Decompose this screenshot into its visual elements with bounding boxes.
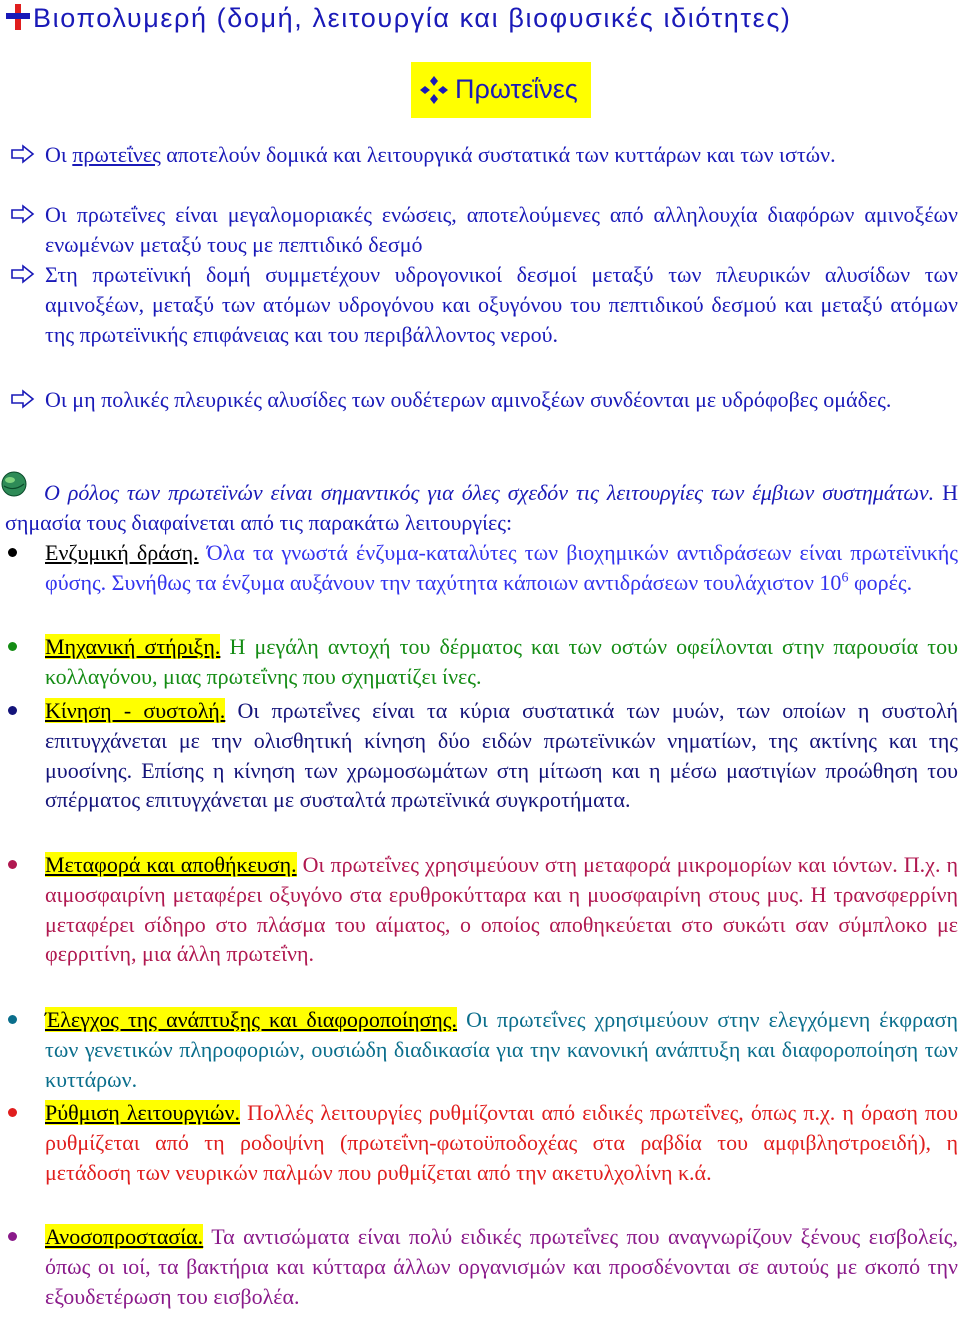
bullet-dot bbox=[8, 1108, 17, 1117]
cross-ribbon-icon bbox=[6, 4, 30, 30]
arrow-right-icon bbox=[10, 264, 36, 284]
bullet-dot bbox=[8, 548, 17, 557]
function-label: Ρύθμιση λειτουργιών. bbox=[45, 1100, 240, 1125]
arrow-item-text: Οι πρωτεΐνες είναι μεγαλομοριακές ενώσεις, αποτελούμενες από αλληλουχία διαφόρων αμινοξέων ενωμένων μεταξύ τους με πεπτιδικό δεσμό bbox=[45, 202, 958, 257]
bullet-dot bbox=[8, 642, 17, 651]
bullet-dot bbox=[8, 706, 17, 715]
function-item-motion: Κίνηση - συστολή. Οι πρωτεΐνες είναι τα κύρια συστατικά των μυών, των οποίων η συστολή επιτυγχάνεται με την ολισθητική κίνηση δύο ειδών πρωτεϊνικών νηματίων, της ακτίνης και της μυοσίνης. Επίσης η κίνηση των χρωμοσωμάτων στη μίτωση και η μέσω μαστιγίων προώθηση του σπέρματος επιτυγχάνεται με συσταλτά πρωτεϊνικά συγκροτήματα. bbox=[5, 696, 958, 815]
function-item-regulation: Ρύθμιση λειτουργιών. Πολλές λειτουργίες ρυθμίζονται από ειδικές πρωτεΐνες, όπως π.χ. η όραση που ρυθμίζεται από τη ροδοψίνη (πρωτεΐνη-φωτοϋποδοχέας στα ραβδία του αμφιβληστροειδή), η μετάδοση των νευρικών παλμών που ρυθμίζεται από την ακετυλχολίνη κ.ά. bbox=[5, 1098, 958, 1187]
document-title bbox=[6, 4, 792, 34]
arrow-item-text: Οι πρωτεΐνες αποτελούν δομικά και λειτουργικά συστατικά των κυττάρων και των ιστών. bbox=[45, 142, 836, 167]
function-label: Μηχανική στήριξη. bbox=[45, 634, 221, 659]
bullet-dot bbox=[8, 860, 17, 869]
document-title-text: Βιοπολυμερή (δομή, λειτουργία και βιοφυσικές ιδιότητες) bbox=[33, 3, 792, 33]
intro-paragraph bbox=[5, 478, 958, 538]
function-label: Ενζυμική δράση. bbox=[45, 540, 199, 565]
intro-italic: Ο ρόλος των πρωτεϊνών είναι σημαντικός για όλες σχεδόν τις λειτουργίες των έμβιων συστημάτων. bbox=[44, 480, 935, 505]
function-item-enzymatic: Ενζυμική δράση. Όλα τα γνωστά ένζυμα-καταλύτες των βιοχημικών αντιδράσεων είναι πρωτεϊνικής φύσης. Συνήθως τα ένζυμα αυξάνουν την ταχύτητα κάποιων αντιδράσεων τουλάχιστον $10^6$ φορές. bbox=[5, 538, 958, 598]
arrow-item bbox=[10, 140, 958, 170]
function-item-transport: Μεταφορά και αποθήκευση. Οι πρωτεΐνες χρησιμεύουν στη μεταφορά μικρομορίων και ιόντων. Π.χ. η αιμοσφαιρίνη μεταφέρει οξυγόνο στα ερυθροκύτταρα και η μυοσφαιρίνη στους μυς. Η τρανσφερρίνη μεταφέρει σίδηρο στο πλάσμα του αίματος, ο οποίος αποθηκεύεται στο συκώτι σαν σύμπλοκο με φερριτίνη, μια άλλη πρωτεΐνη. bbox=[5, 850, 958, 969]
section-heading-text: Πρωτεΐνες bbox=[455, 74, 578, 105]
function-item-immunity: Ανοσοπροστασία. Τα αντισώματα είναι πολύ ειδικές πρωτεΐνες που αναγνωρίζουν ξένους εισβολείς, όπως οι ιοί, τα βακτήρια και κύτταρα άλλων οργανισμών και προσδένονται σε αυτούς με σκοπό την εξουδετέρωση του εισβολέα. bbox=[5, 1222, 958, 1311]
diamond-bullet-icon bbox=[419, 75, 449, 105]
function-label: Ανοσοπροστασία. bbox=[45, 1224, 204, 1249]
bullet-dot bbox=[8, 1232, 17, 1241]
function-item-growth-control: Έλεγχος της ανάπτυξης και διαφοροποίησης. Οι πρωτεΐνες χρησιμεύουν στην ελεγχόμενη έκφραση των γενετικών πληροφοριών, ουσιώδη διαδικασία για την κανονική ανάπτυξη και διαφοροποίηση των κυττάρων. bbox=[5, 1005, 958, 1094]
arrow-right-icon bbox=[10, 204, 36, 224]
arrow-item-text: Στη πρωτεϊνική δομή συμμετέχουν υδρογονικοί δεσμοί μεταξύ των πλευρικών αλυσίδων των αμινοξέων, μεταξύ των ατόμων υδρογόνου και οξυγόνου του πεπτιδικού δεσμού και μεταξύ ατόμων της πρωτεϊνικής επιφάνειας και του περιβάλλοντος νερού. bbox=[45, 262, 958, 347]
arrow-right-icon bbox=[10, 144, 36, 164]
function-label: Έλεγχος της ανάπτυξης και διαφοροποίησης. bbox=[45, 1007, 458, 1032]
arrow-item bbox=[10, 385, 958, 415]
arrow-item-text: Οι μη πολικές πλευρικές αλυσίδες των ουδέτερων αμινοξέων συνδέονται με υδρόφοβες ομάδες. bbox=[45, 387, 892, 412]
function-label: Κίνηση - συστολή. bbox=[45, 698, 226, 723]
intro-normal: Η σημασία τους διαφαίνεται από τις παρακάτω λειτουργίες: bbox=[5, 480, 958, 535]
section-heading bbox=[411, 62, 591, 118]
arrow-right-icon bbox=[10, 389, 36, 409]
arrow-item bbox=[10, 200, 958, 260]
function-item-mechanical: Μηχανική στήριξη. Η μεγάλη αντοχή του δέρματος και των οστών οφείλονται στην παρουσία του κολλαγόνου, μιας πρωτεΐνης που σχηματίζει ίνες. bbox=[5, 632, 958, 692]
function-label: Μεταφορά και αποθήκευση. bbox=[45, 852, 297, 877]
bullet-dot bbox=[8, 1015, 17, 1024]
arrow-item bbox=[10, 260, 958, 349]
